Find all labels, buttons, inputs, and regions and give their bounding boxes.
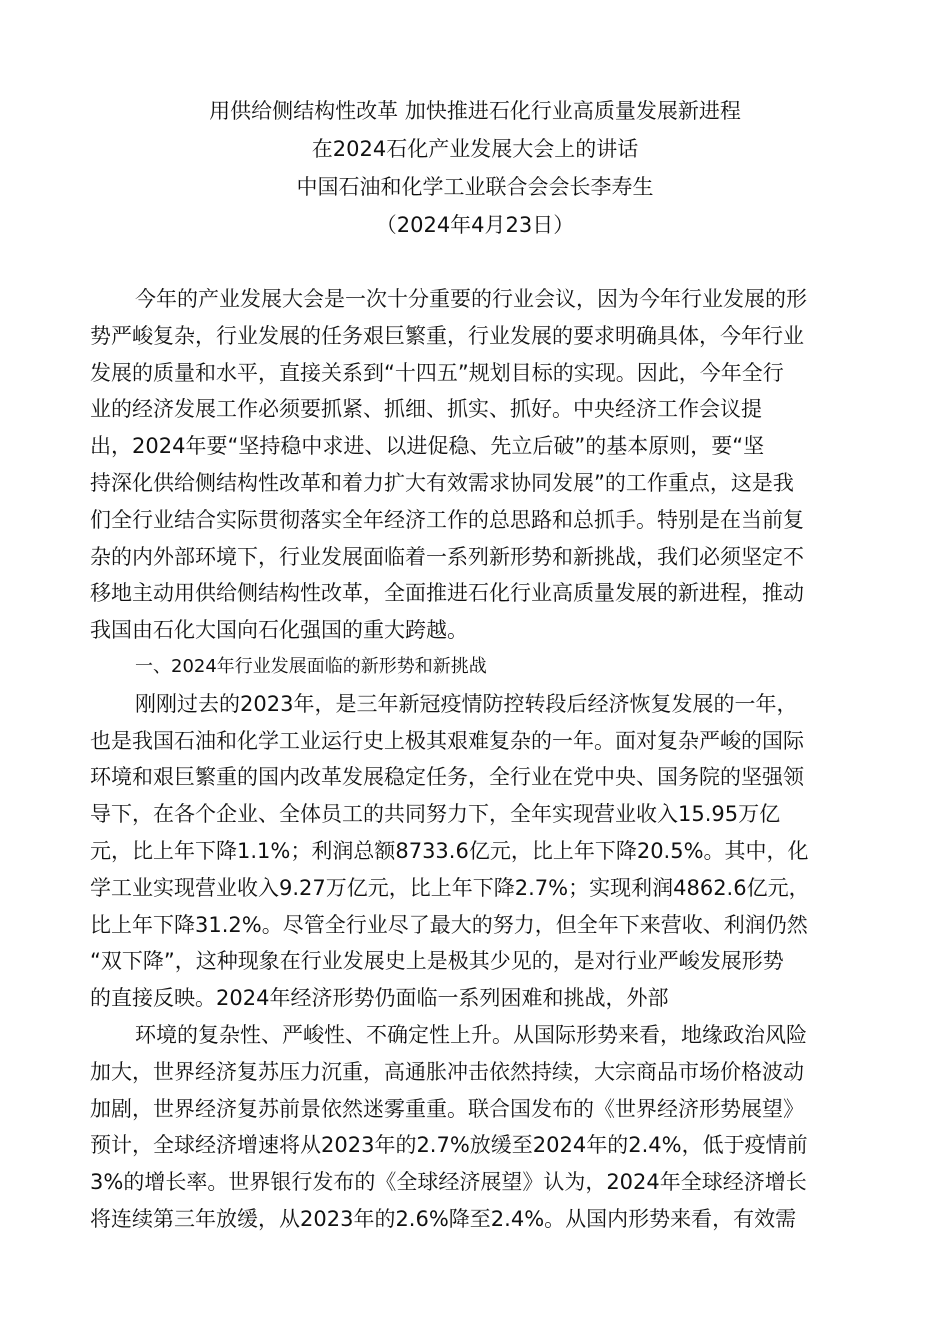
paragraph-line: 预计，全球经济增速将从2023年的2.7%放缓至2024年的2.4%，低于疫情前 — [90, 1133, 808, 1158]
paragraph-line: 的直接反映。2024年经济形势仍面临一系列困难和挑战，外部 — [90, 986, 669, 1011]
paragraph-line: 出，2024年要“坚持稳中求进、以进促稳、先立后破”的基本原则，要“坚 — [90, 434, 765, 459]
paragraph-line: 们全行业结合实际贯彻落实全年经济工作的总思路和总抓手。特别是在当前复 — [90, 507, 804, 532]
speaker-line: 中国石油和化学工业联合会会长李寿生 — [296, 175, 654, 199]
paragraph-line: 环境的复杂性、严峻性、不确定性上升。从国际形势来看，地缘政治风险 — [135, 1022, 807, 1047]
paragraph-line: 比上年下降31.2%。尽管全行业尽了最大的努力，但全年下来营收、利润仍然 — [90, 912, 808, 937]
paragraph-line: “双下降”，这种现象在行业发展史上是极其少见的，是对行业严峻发展形势 — [90, 949, 784, 974]
paragraph-line: 3%的增长率。世界银行发布的《全球经济展望》认为，2024年全球经济增长 — [90, 1170, 807, 1195]
speech-date: （2024年4月23日） — [375, 213, 575, 237]
document-body — [90, 281, 860, 1238]
paragraph-line: 今年的产业发展大会是一次十分重要的行业会议，因为今年行业发展的形 — [135, 287, 807, 311]
section-heading: 一、2024年行业发展面临的新形势和新挑战 — [135, 655, 487, 677]
paragraph-line: 势严峻复杂，行业发展的任务艰巨繁重，行业发展的要求明确具体，今年行业 — [90, 323, 804, 348]
paragraph-line: 业的经济发展工作必须要抓紧、抓细、抓实、抓好。中央经济工作会议提 — [90, 397, 762, 422]
paragraph-line: 学工业实现营业收入9.27万亿元，比上年下降2.7%；实现利润4862.6亿元， — [90, 875, 810, 900]
paragraph-line: 导下，在各个企业、全体员工的共同努力下，全年实现营业收入15.95万亿 — [90, 802, 781, 827]
paragraph-line: 将连续第三年放缓，从2023年的2.6%降至2.4%。从国内形势来看，有效需 — [90, 1206, 797, 1231]
paragraph-line: 我国由石化大国向石化强国的重大跨越。 — [90, 618, 468, 643]
paragraph-line: 环境和艰巨繁重的国内改革发展稳定任务，全行业在党中央、国务院的坚强领 — [90, 765, 804, 790]
document-heading — [0, 92, 950, 244]
speech-occasion: 在2024石化产业发展大会上的讲话 — [311, 137, 639, 161]
paragraph-line: 元，比上年下降1.1%；利润总额8733.6亿元，比上年下降20.5%。其中，化 — [90, 838, 809, 863]
paragraph-line: 持深化供给侧结构性改革和着力扩大有效需求协同发展”的工作重点，这是我 — [90, 470, 794, 495]
paragraph-line: 刚刚过去的2023年，是三年新冠疫情防控转段后经济恢复发展的一年， — [135, 691, 798, 716]
speech-title: 用供给侧结构性改革 加快推进石化行业高质量发展新进程 — [209, 99, 741, 123]
paragraph-line: 加大，世界经济复苏压力沉重，高通胀冲击依然持续，大宗商品市场价格波动 — [90, 1059, 804, 1084]
paragraph-line: 加剧，世界经济复苏前景依然迷雾重重。联合国发布的《世界经济形势展望》 — [90, 1096, 804, 1121]
paragraph-line: 杂的内外部环境下，行业发展面临着一系列新形势和新挑战，我们必须坚定不 — [90, 544, 804, 569]
paragraph-line: 发展的质量和水平，直接关系到“十四五”规划目标的实现。因此，今年全行 — [90, 360, 784, 385]
paragraph-line: 移地主动用供给侧结构性改革，全面推进石化行业高质量发展的新进程，推动 — [90, 581, 804, 606]
paragraph-line: 也是我国石油和化学工业运行史上极其艰难复杂的一年。面对复杂严峻的国际 — [90, 728, 804, 753]
